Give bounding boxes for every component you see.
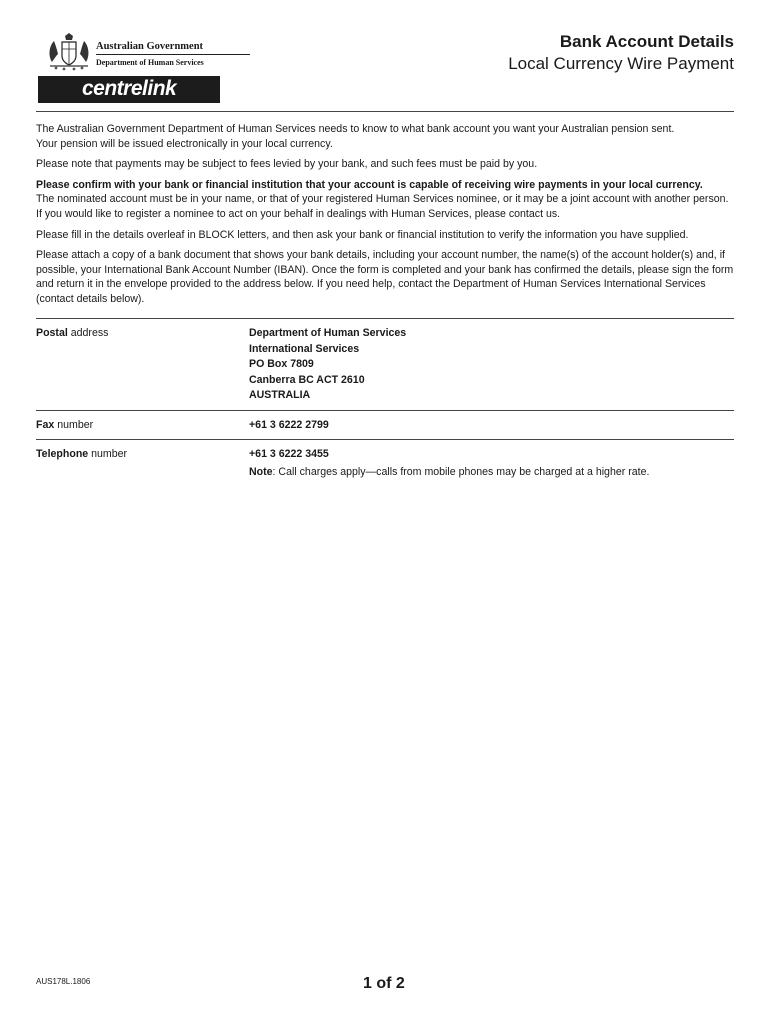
section-divider: [36, 439, 734, 440]
intro-text: The Australian Government Department of Human Services needs to know to what bank account you want your Australian pension sent.: [36, 123, 675, 135]
section-divider: [36, 318, 734, 319]
label-bold: Postal: [36, 327, 68, 339]
coat-of-arms-icon: [44, 32, 94, 72]
header-divider: [36, 111, 734, 112]
note-label: Note: [249, 465, 273, 478]
nominee-text: The nominated account must be in your name, or that of your registered Human Services nominee, or it may be a joint account with another person. If you would like to register a nominee to act on your behalf in dealings with Human Services, please contact us.: [36, 193, 729, 220]
page-number: 1 of 2: [363, 975, 405, 992]
address-line: International Services: [249, 342, 360, 355]
address-line: Canberra BC ACT 2610: [249, 373, 365, 386]
section-divider: [36, 410, 734, 411]
department-name: Department of Human Services: [96, 58, 204, 67]
confirm-emphasis: Please confirm with your bank or financial institution that your account is capable of receiving wire payments in your local currency.: [36, 178, 703, 191]
postal-address: [249, 326, 406, 404]
centrelink-logo: [38, 76, 220, 103]
intro-text: Your pension will be issued electronically in your local currency.: [36, 137, 333, 150]
postal-label: [36, 327, 108, 339]
intro-paragraph: [36, 122, 736, 151]
block-letters-paragraph: Please fill in the details overleaf in BLOCK letters, and then ask your bank or financial institution to verify the information you have supplied.: [36, 228, 689, 241]
confirm-paragraph: [36, 178, 736, 222]
telephone-number: [249, 447, 649, 480]
government-title: Australian Government: [96, 41, 204, 52]
address-line: AUSTRALIA: [249, 389, 311, 401]
label-bold: Fax: [36, 419, 55, 431]
form-code: AUS178L.1806: [36, 977, 91, 986]
fax-number: [249, 418, 329, 434]
telephone-value: +61 3 6222 3455: [249, 448, 329, 460]
label-rest: number: [88, 448, 128, 460]
government-logo: [44, 32, 214, 74]
divider: [96, 54, 250, 55]
attach-paragraph: Please attach a copy of a bank document that shows your bank details, including your account number, the name(s) of the account holder(s) and, if possible, your International Bank Account Number (IBAN). Once the form is completed and your bank has confirmed the details, please sign the form and return it in the envelope provided to the address below. If you need help, contact the Department of Human Services International Services (contact details below).: [36, 249, 734, 305]
form-subtitle: Local Currency Wire Payment: [508, 54, 734, 73]
form-title: Bank Account Details: [559, 32, 734, 51]
label-rest: number: [54, 419, 94, 431]
instructions: [36, 122, 736, 313]
call-charges-note: [249, 465, 649, 481]
label-rest: address: [67, 327, 109, 339]
fax-value: +61 3 6222 2799: [249, 419, 329, 431]
telephone-label: [36, 448, 127, 460]
fees-paragraph: Please note that payments may be subject to fees levied by your bank, and such fees must be paid by you.: [36, 158, 538, 171]
note-text: : Call charges apply—calls from mobile phones may be charged at a higher rate.: [272, 465, 650, 478]
address-line: Department of Human Services: [249, 327, 407, 339]
address-line: PO Box 7809: [249, 358, 314, 370]
label-bold: Telephone: [36, 448, 89, 460]
fax-label: [36, 419, 93, 431]
brand-name: centrelink: [82, 77, 177, 100]
